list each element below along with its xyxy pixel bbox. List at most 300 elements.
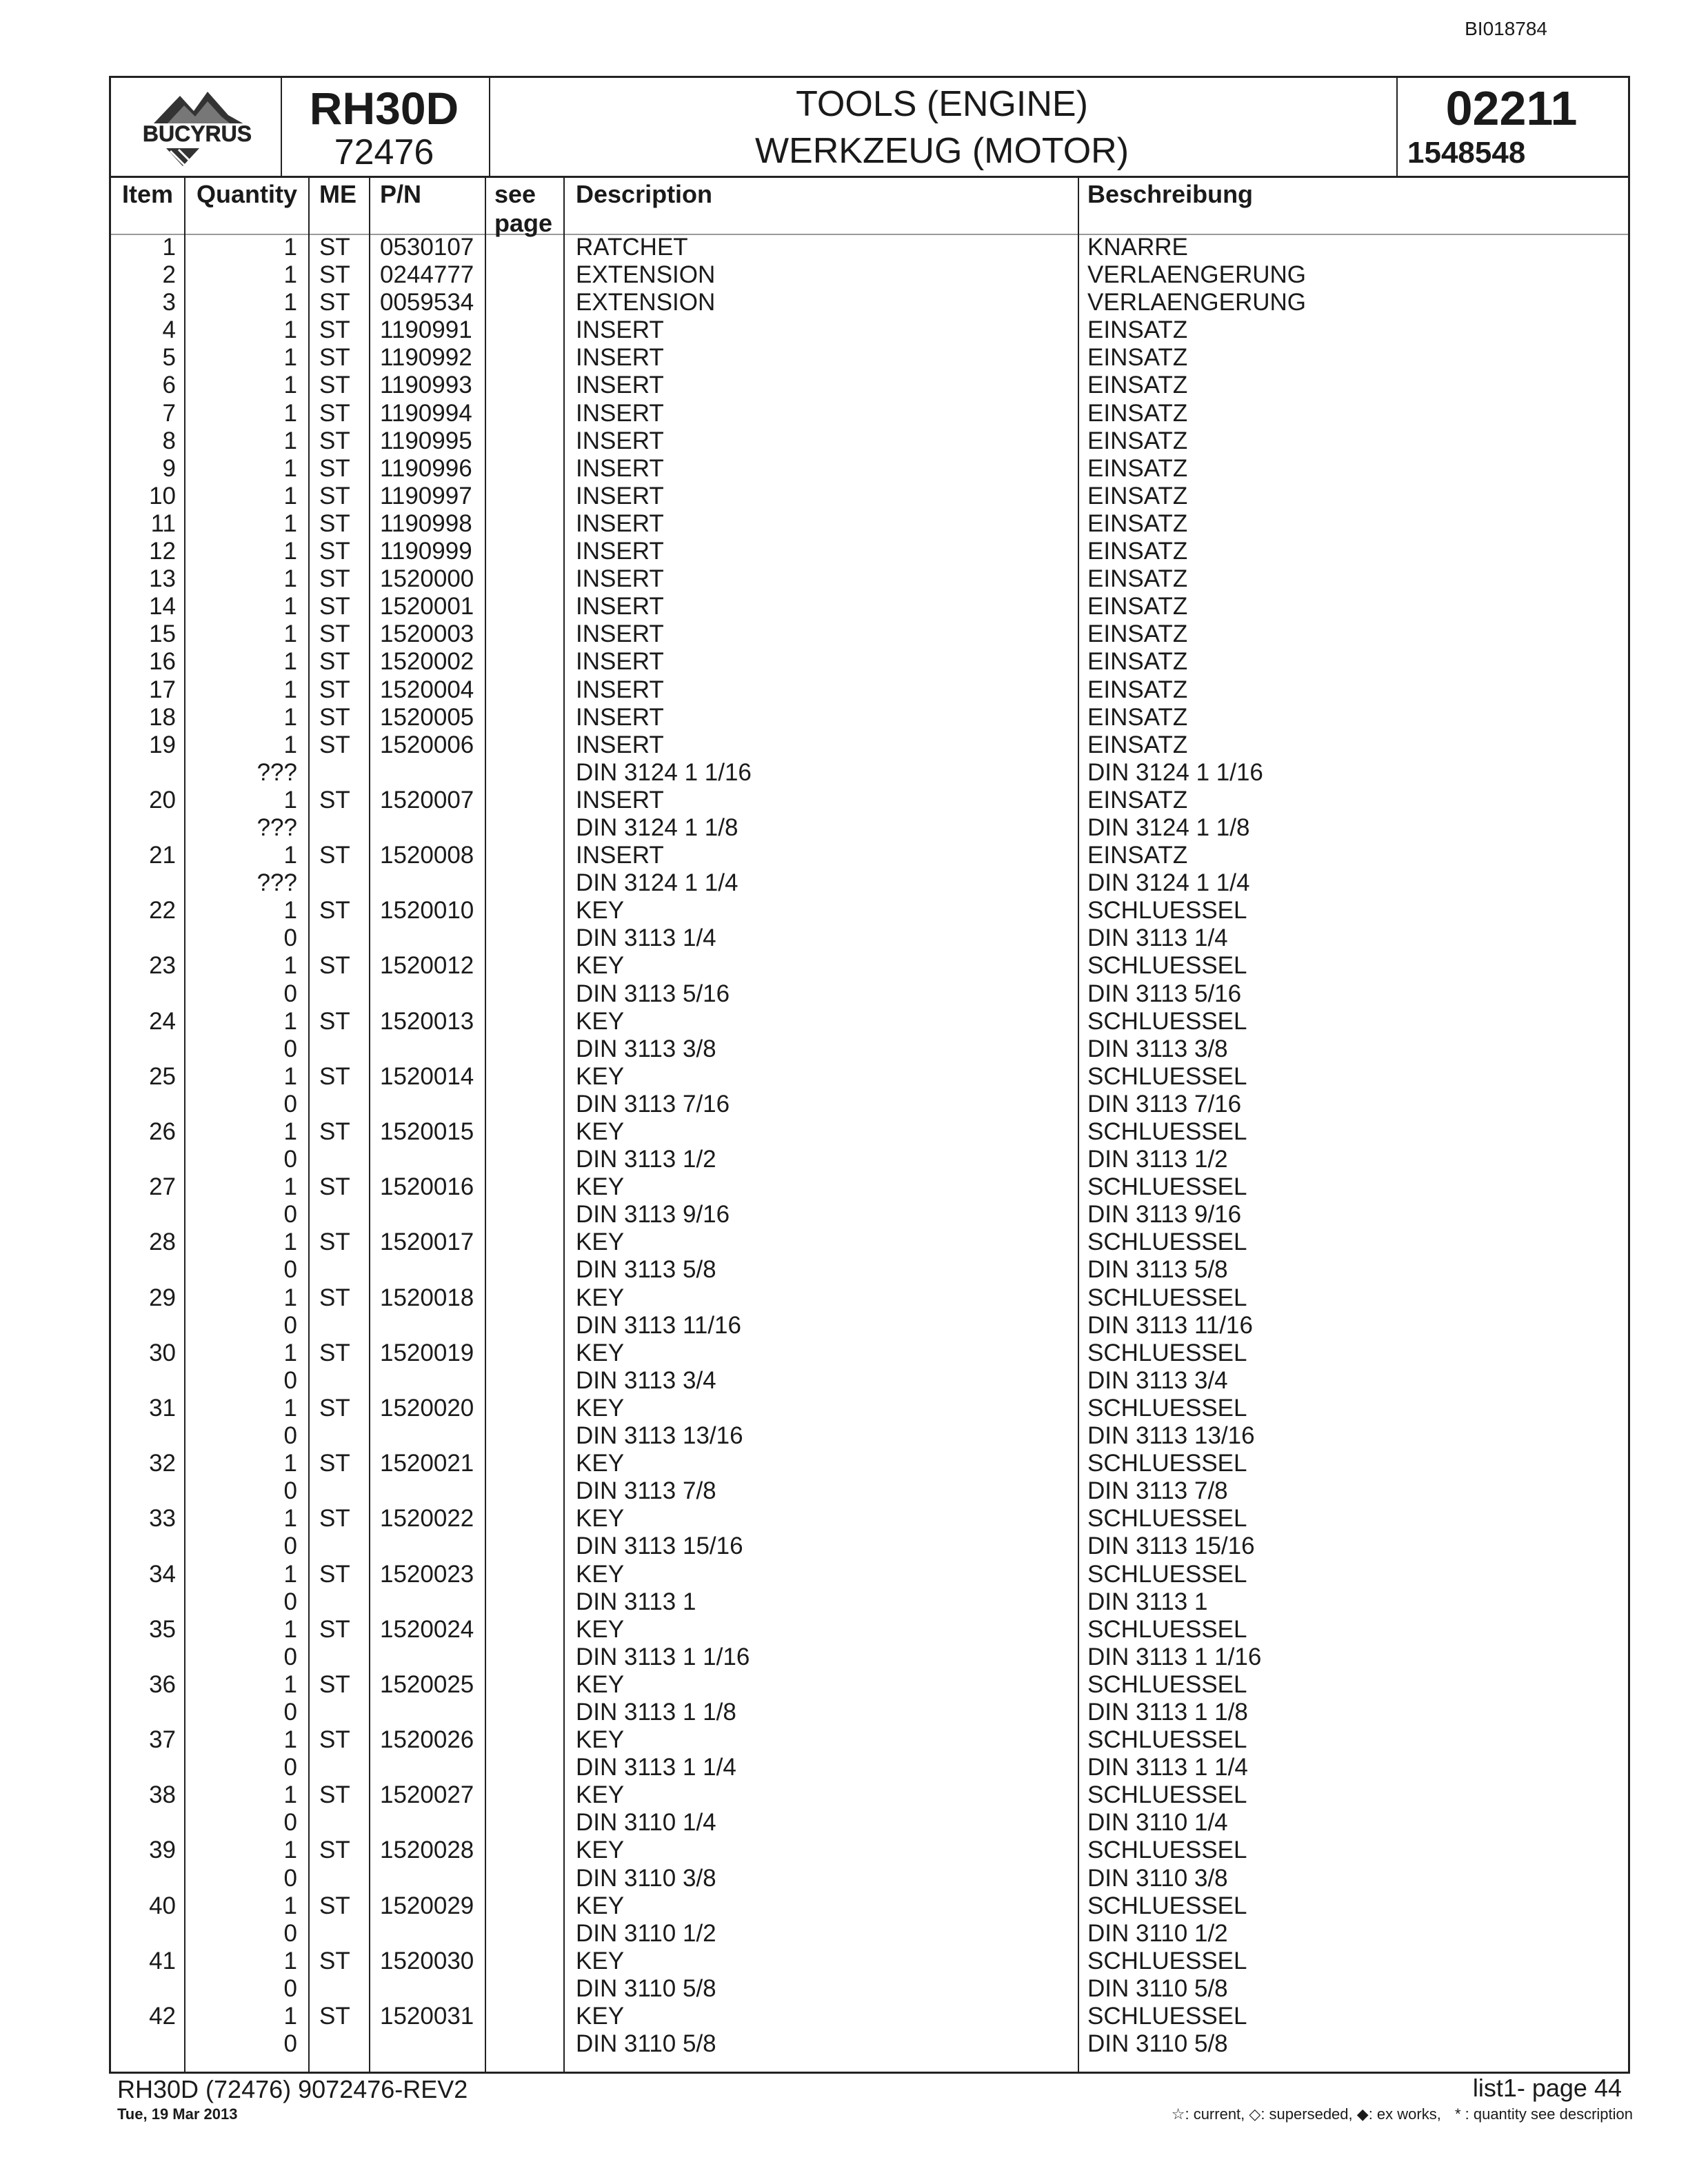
beschreibung: EINSATZ	[1087, 399, 1188, 427]
parts-table-body	[111, 234, 1628, 2058]
quantity: 1	[283, 1450, 297, 1477]
quantity: ???	[257, 869, 297, 897]
part-number: 1190991	[380, 316, 472, 344]
item-number: 20	[149, 786, 176, 813]
part-number: 1520020	[380, 1394, 474, 1422]
part-number: 1520006	[380, 731, 474, 758]
quantity: 1	[283, 1781, 297, 1809]
table-row	[111, 261, 1628, 289]
beschreibung: SCHLUESSEL	[1087, 1284, 1247, 1311]
unit: ST	[319, 1505, 350, 1533]
table-row	[111, 1118, 1628, 1146]
description: DIN 3110 3/8	[576, 1864, 716, 1892]
item-number: 41	[149, 1947, 176, 1974]
description: INSERT	[576, 399, 664, 427]
unit: ST	[319, 1781, 350, 1809]
item-number: 30	[149, 1339, 176, 1366]
diamond-filled-icon: ◆	[1356, 2105, 1369, 2123]
part-number: 1520019	[380, 1339, 474, 1366]
legend-superseded: : superseded,	[1260, 2105, 1353, 2123]
quantity: 1	[283, 1560, 297, 1588]
description: INSERT	[576, 316, 664, 344]
description: DIN 3113 7/8	[576, 1477, 716, 1505]
part-number: 1520001	[380, 593, 474, 620]
unit: ST	[319, 538, 350, 565]
description: DIN 3124 1 1/8	[576, 813, 738, 841]
beschreibung: EINSATZ	[1087, 676, 1188, 703]
table-row	[111, 565, 1628, 593]
description: DIN 3110 1/4	[576, 1809, 716, 1837]
col-description: Description	[576, 180, 713, 208]
description: INSERT	[576, 648, 664, 676]
logo-wordmark: BUCYRUS	[142, 121, 252, 146]
quantity: 1	[283, 1892, 297, 1919]
quantity: 0	[283, 980, 297, 1007]
description: KEY	[576, 1726, 625, 1754]
table-row	[111, 1975, 1628, 2003]
table-row	[111, 1008, 1628, 1035]
beschreibung: EINSATZ	[1087, 316, 1188, 344]
quantity: 1	[283, 1394, 297, 1422]
quantity: 1	[283, 316, 297, 344]
quantity: 0	[283, 2030, 297, 2058]
beschreibung: SCHLUESSEL	[1087, 1726, 1247, 1754]
unit: ST	[319, 1173, 350, 1201]
quantity: 1	[283, 731, 297, 758]
unit: ST	[319, 344, 350, 372]
quantity: ???	[257, 758, 297, 786]
item-number: 11	[150, 509, 176, 537]
quantity: 1	[283, 1173, 297, 1201]
beschreibung: DIN 3110 1/2	[1087, 1919, 1228, 1947]
quantity: 1	[283, 952, 297, 980]
unit: ST	[319, 289, 350, 316]
description: DIN 3113 1/2	[576, 1146, 716, 1173]
group-number: 02211	[1445, 81, 1578, 135]
description: DIN 3124 1 1/4	[576, 869, 738, 897]
description: INSERT	[576, 842, 664, 869]
title-english: TOOLS (ENGINE)	[796, 84, 1088, 124]
description: DIN 3113 5/16	[576, 980, 730, 1007]
description: INSERT	[576, 427, 664, 454]
description: KEY	[576, 1339, 625, 1366]
unit: ST	[319, 620, 350, 648]
table-row	[111, 372, 1628, 399]
part-number: 1520028	[380, 1837, 474, 1864]
header-block	[111, 78, 1628, 178]
quantity: 1	[283, 1670, 297, 1698]
part-number: 1520014	[380, 1062, 474, 1090]
description: DIN 3113 1/4	[576, 924, 716, 952]
quantity: 0	[283, 1311, 297, 1339]
col-see-page-line1: see	[494, 180, 536, 208]
description: DIN 3113 3/8	[576, 1035, 716, 1062]
col-beschreibung: Beschreibung	[1087, 180, 1254, 208]
description: INSERT	[576, 454, 664, 482]
unit: ST	[319, 454, 350, 482]
quantity: 1	[283, 482, 297, 509]
table-row	[111, 1146, 1628, 1173]
description: KEY	[576, 1781, 625, 1809]
description: INSERT	[576, 509, 664, 537]
beschreibung: DIN 3113 3/8	[1087, 1035, 1228, 1062]
beschreibung: DIN 3110 1/4	[1087, 1809, 1228, 1837]
description: DIN 3113 1	[576, 1588, 696, 1615]
description: KEY	[576, 1173, 625, 1201]
beschreibung: DIN 3113 1 1/16	[1087, 1643, 1262, 1670]
unit: ST	[319, 1284, 350, 1311]
quantity: 1	[283, 344, 297, 372]
quantity: 1	[283, 399, 297, 427]
description: INSERT	[576, 593, 664, 620]
table-row	[111, 1671, 1628, 1699]
unit: ST	[319, 952, 350, 980]
legend-ex-works: : ex works,	[1368, 2105, 1441, 2123]
quantity: 1	[283, 1615, 297, 1643]
unit: ST	[319, 676, 350, 703]
unit: ST	[319, 482, 350, 509]
unit: ST	[319, 565, 350, 593]
table-row	[111, 2003, 1628, 2030]
title-german: WERKZEUG (MOTOR)	[754, 131, 1129, 171]
item-number: 10	[149, 482, 176, 509]
description: EXTENSION	[576, 261, 716, 289]
beschreibung: SCHLUESSEL	[1087, 1450, 1247, 1477]
part-number: 1190992	[380, 344, 472, 372]
description: DIN 3113 11/16	[576, 1311, 741, 1339]
unit: ST	[319, 731, 350, 758]
table-row	[111, 1892, 1628, 1920]
table-row	[111, 842, 1628, 869]
item-number: 23	[149, 952, 176, 980]
col-see-page	[494, 180, 552, 238]
description: INSERT	[576, 565, 664, 593]
description: DIN 3110 5/8	[576, 1974, 716, 2002]
beschreibung: KNARRE	[1087, 234, 1188, 261]
item-number: 21	[149, 842, 176, 869]
description: RATCHET	[576, 234, 688, 261]
item-number: 19	[149, 731, 176, 758]
table-row	[111, 1505, 1628, 1533]
item-number: 33	[149, 1505, 176, 1533]
beschreibung: EINSATZ	[1087, 344, 1188, 372]
table-row	[111, 1450, 1628, 1477]
table-row	[111, 1561, 1628, 1588]
unit: ST	[319, 1394, 350, 1422]
table-row	[111, 1339, 1628, 1367]
quantity: 1	[283, 897, 297, 924]
item-number: 9	[162, 454, 176, 482]
beschreibung: DIN 3113 1 1/8	[1087, 1698, 1248, 1726]
beschreibung: DIN 3113 11/16	[1087, 1311, 1253, 1339]
beschreibung: DIN 3113 1/2	[1087, 1146, 1228, 1173]
item-number: 8	[162, 427, 176, 454]
part-number: 0530107	[380, 234, 474, 261]
quantity: 1	[283, 1837, 297, 1864]
unit: ST	[319, 509, 350, 537]
item-number: 18	[149, 703, 176, 731]
quantity: 0	[283, 1974, 297, 2002]
item-number: 32	[149, 1450, 176, 1477]
table-row	[111, 1422, 1628, 1450]
footer-page: list1- page 44	[1472, 2074, 1622, 2102]
table-row	[111, 400, 1628, 427]
unit: ST	[319, 316, 350, 344]
quantity: 1	[283, 1007, 297, 1035]
table-row	[111, 1726, 1628, 1754]
unit: ST	[319, 1228, 350, 1256]
item-number: 5	[162, 344, 176, 372]
item-number: 24	[149, 1007, 176, 1035]
unit: ST	[319, 703, 350, 731]
table-row	[111, 1809, 1628, 1837]
unit: ST	[319, 593, 350, 620]
quantity: 1	[283, 1505, 297, 1533]
unit: ST	[319, 1062, 350, 1090]
beschreibung: EINSATZ	[1087, 482, 1188, 509]
description: KEY	[576, 1560, 625, 1588]
item-number: 2	[162, 261, 176, 289]
unit: ST	[319, 2003, 350, 2030]
part-number: 1520022	[380, 1505, 474, 1533]
quantity: 1	[283, 234, 297, 261]
beschreibung: DIN 3113 3/4	[1087, 1366, 1228, 1394]
quantity: 1	[283, 1228, 297, 1256]
quantity: 1	[283, 1118, 297, 1145]
unit: ST	[319, 1615, 350, 1643]
table-row	[111, 676, 1628, 704]
unit: ST	[319, 1726, 350, 1754]
part-number: 1190995	[380, 427, 472, 454]
description: DIN 3113 9/16	[576, 1201, 730, 1228]
table-row	[111, 1948, 1628, 1975]
description: KEY	[576, 1615, 625, 1643]
quantity: 0	[283, 1256, 297, 1284]
item-number: 39	[149, 1837, 176, 1864]
description: INSERT	[576, 676, 664, 703]
unit: ST	[319, 1837, 350, 1864]
beschreibung: VERLAENGERUNG	[1087, 289, 1307, 316]
description: DIN 3110 1/2	[576, 1919, 716, 1947]
table-row	[111, 1588, 1628, 1616]
quantity: 1	[283, 427, 297, 454]
part-number: 1520000	[380, 565, 474, 593]
part-number: 1520030	[380, 1947, 474, 1974]
beschreibung: EINSATZ	[1087, 565, 1188, 593]
table-row	[111, 510, 1628, 538]
quantity: 0	[283, 1035, 297, 1062]
description: INSERT	[576, 703, 664, 731]
quantity: 1	[283, 1284, 297, 1311]
beschreibung: DIN 3113 15/16	[1087, 1533, 1255, 1560]
table-row	[111, 924, 1628, 952]
item-number: 13	[149, 565, 176, 593]
item-number: 26	[149, 1118, 176, 1145]
serial-number: 72476	[334, 132, 434, 172]
star-icon: ☆	[1171, 2105, 1185, 2123]
quantity: 1	[283, 593, 297, 620]
beschreibung: DIN 3110 3/8	[1087, 1864, 1228, 1892]
quantity: 0	[283, 1533, 297, 1560]
part-number: 1190997	[380, 482, 472, 509]
col-item: Item	[122, 180, 174, 208]
table-row	[111, 620, 1628, 648]
table-row	[111, 1312, 1628, 1339]
part-number: 1190996	[380, 454, 472, 482]
col-quantity: Quantity	[197, 180, 298, 208]
beschreibung: SCHLUESSEL	[1087, 1947, 1247, 1974]
quantity: 1	[283, 1947, 297, 1974]
part-number: 0059534	[380, 289, 474, 316]
item-number: 22	[149, 897, 176, 924]
description: KEY	[576, 1837, 625, 1864]
unit: ST	[319, 842, 350, 869]
beschreibung: SCHLUESSEL	[1087, 2003, 1247, 2030]
description: DIN 3110 5/8	[576, 2030, 716, 2058]
quantity: 1	[283, 648, 297, 676]
unit: ST	[319, 261, 350, 289]
legend-current: : current,	[1185, 2105, 1245, 2123]
beschreibung: EINSATZ	[1087, 786, 1188, 813]
table-row	[111, 1644, 1628, 1671]
table-row	[111, 344, 1628, 372]
part-number: 1190998	[380, 509, 472, 537]
quantity: 0	[283, 1754, 297, 1781]
part-number: 1520016	[380, 1173, 474, 1201]
beschreibung: DIN 3113 13/16	[1087, 1422, 1255, 1450]
table-row	[111, 316, 1628, 344]
item-number: 4	[162, 316, 176, 344]
beschreibung: SCHLUESSEL	[1087, 1781, 1247, 1809]
item-number: 27	[149, 1173, 176, 1201]
item-number: 12	[149, 538, 176, 565]
beschreibung: SCHLUESSEL	[1087, 1670, 1247, 1698]
beschreibung: SCHLUESSEL	[1087, 1560, 1247, 1588]
beschreibung: EINSATZ	[1087, 703, 1188, 731]
table-row	[111, 1284, 1628, 1312]
beschreibung: EINSATZ	[1087, 538, 1188, 565]
beschreibung: DIN 3113 7/16	[1087, 1090, 1242, 1118]
beschreibung: SCHLUESSEL	[1087, 1173, 1247, 1201]
unit: ST	[319, 1670, 350, 1698]
beschreibung: DIN 3113 1/4	[1087, 924, 1228, 952]
table-row	[111, 1616, 1628, 1644]
unit: ST	[319, 786, 350, 813]
part-number: 1190993	[380, 372, 472, 399]
table-row	[111, 1367, 1628, 1395]
table-row	[111, 593, 1628, 620]
unit: ST	[319, 1339, 350, 1366]
group-part-number: 1548548	[1407, 136, 1526, 170]
table-row	[111, 1865, 1628, 1892]
part-number: 1520027	[380, 1781, 474, 1809]
item-number: 7	[162, 399, 176, 427]
footer-date: Tue, 19 Mar 2013	[117, 2105, 238, 2123]
unit: ST	[319, 372, 350, 399]
diamond-outline-icon: ◇	[1249, 2105, 1261, 2123]
col-pn: P/N	[380, 180, 422, 208]
beschreibung: DIN 3124 1 1/16	[1087, 758, 1263, 786]
description: KEY	[576, 1670, 625, 1698]
unit: ST	[319, 1947, 350, 1974]
item-number: 34	[149, 1560, 176, 1588]
part-number: 1520008	[380, 842, 474, 869]
table-row	[111, 1754, 1628, 1781]
part-number: 1520003	[380, 620, 474, 648]
part-number: 1520013	[380, 1007, 474, 1035]
description: DIN 3113 13/16	[576, 1422, 743, 1450]
legend-quantity-note: * : quantity see description	[1454, 2105, 1633, 2123]
quantity: 1	[283, 2003, 297, 2030]
description: KEY	[576, 1450, 625, 1477]
beschreibung: DIN 3113 1 1/4	[1087, 1754, 1248, 1781]
quantity: 1	[283, 842, 297, 869]
quantity: 1	[283, 1062, 297, 1090]
table-row	[111, 234, 1628, 261]
beschreibung: SCHLUESSEL	[1087, 1228, 1247, 1256]
table-row	[111, 1035, 1628, 1063]
table-row	[111, 483, 1628, 510]
quantity: 0	[283, 1422, 297, 1450]
part-number: 1520007	[380, 786, 474, 813]
unit: ST	[319, 1450, 350, 1477]
column-headers	[111, 176, 1628, 235]
item-number: 25	[149, 1062, 176, 1090]
table-row	[111, 1395, 1628, 1422]
item-number: 17	[149, 676, 176, 703]
table-row	[111, 1091, 1628, 1118]
beschreibung: SCHLUESSEL	[1087, 1892, 1247, 1919]
part-number: 1520031	[380, 2003, 474, 2030]
table-row	[111, 1256, 1628, 1284]
description: DIN 3113 15/16	[576, 1533, 743, 1560]
part-number: 1520012	[380, 952, 474, 980]
quantity: 1	[283, 565, 297, 593]
quantity: 1	[283, 261, 297, 289]
beschreibung: SCHLUESSEL	[1087, 1118, 1247, 1145]
item-number: 36	[149, 1670, 176, 1698]
table-row	[111, 1533, 1628, 1560]
beschreibung: SCHLUESSEL	[1087, 1339, 1247, 1366]
item-number: 42	[149, 2003, 176, 2030]
part-number: 0244777	[380, 261, 474, 289]
bucyrus-logo	[118, 85, 277, 169]
beschreibung: EINSATZ	[1087, 842, 1188, 869]
beschreibung: SCHLUESSEL	[1087, 952, 1247, 980]
table-row	[111, 427, 1628, 455]
quantity: 0	[283, 1864, 297, 1892]
description: KEY	[576, 1007, 625, 1035]
part-number: 1520010	[380, 897, 474, 924]
beschreibung: EINSATZ	[1087, 620, 1188, 648]
part-number: 1190999	[380, 538, 472, 565]
beschreibung: SCHLUESSEL	[1087, 1837, 1247, 1864]
beschreibung: DIN 3110 5/8	[1087, 1974, 1228, 2002]
description: KEY	[576, 1284, 625, 1311]
beschreibung: EINSATZ	[1087, 731, 1188, 758]
table-row	[111, 1837, 1628, 1864]
item-number: 6	[162, 372, 176, 399]
beschreibung: DIN 3113 1	[1087, 1588, 1208, 1615]
quantity: 1	[283, 454, 297, 482]
description: INSERT	[576, 731, 664, 758]
description: KEY	[576, 1947, 625, 1974]
col-see-page-line2: page	[494, 209, 553, 237]
footer-reference: RH30D (72476) 9072476-REV2	[117, 2075, 468, 2103]
item-number: 38	[149, 1781, 176, 1809]
description: KEY	[576, 1062, 625, 1090]
quantity: ???	[257, 813, 297, 841]
